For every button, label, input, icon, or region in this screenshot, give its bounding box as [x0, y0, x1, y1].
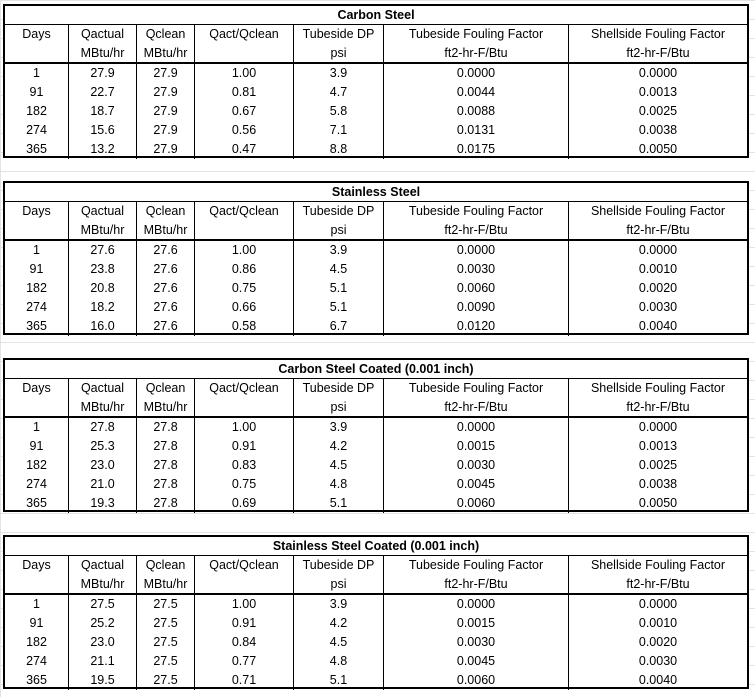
header-cell[interactable]: Qactual — [69, 202, 137, 221]
cell[interactable]: 0.0000 — [638, 420, 678, 434]
table-carbon-steel-coated — [3, 358, 749, 512]
header-cell[interactable]: Days — [5, 202, 69, 221]
header-cell[interactable]: Days — [5, 556, 69, 575]
cell[interactable]: 25.2 — [69, 614, 137, 633]
header-cell[interactable]: Qclean — [137, 202, 195, 221]
cell[interactable]: 1 — [5, 418, 69, 437]
header-cell[interactable]: Qclean — [137, 556, 195, 575]
cell[interactable]: 0.0000 — [638, 597, 678, 611]
table-title: Carbon Steel Coated (0.001 inch) — [5, 360, 747, 379]
cell[interactable]: 0.0060 — [384, 671, 569, 690]
cell[interactable]: 0.81 — [195, 83, 294, 102]
header-cell[interactable]: Tubeside Fouling Factor — [384, 25, 569, 44]
cell[interactable]: 274 — [5, 475, 69, 494]
cell[interactable]: 3.9 — [294, 241, 384, 260]
cell[interactable]: 365 — [5, 140, 69, 159]
cell[interactable]: 0.0038 — [638, 477, 678, 491]
cell[interactable]: 0.0131 — [384, 121, 569, 140]
cell[interactable]: 0.0030 — [384, 260, 569, 279]
header-cell[interactable]: Tubeside DP — [294, 556, 384, 575]
header-cell[interactable]: Shellside Fouling Factor — [590, 381, 726, 395]
unit-cell[interactable]: ft2-hr-F/Btu — [384, 398, 569, 416]
cell[interactable]: 4.7 — [294, 83, 384, 102]
cell[interactable]: 274 — [5, 121, 69, 140]
cell[interactable]: 23.8 — [69, 260, 137, 279]
unit-cell[interactable] — [195, 398, 294, 416]
cell[interactable]: 25.3 — [69, 437, 137, 456]
header-cell[interactable]: Tubeside Fouling Factor — [384, 379, 569, 398]
table-stainless-steel — [3, 181, 749, 335]
header-cell[interactable]: Qact/Qclean — [195, 25, 294, 44]
table-row — [5, 652, 747, 671]
unit-cell[interactable]: psi — [294, 44, 384, 62]
unit-cell[interactable]: ft2-hr-F/Btu — [626, 400, 690, 414]
cell[interactable]: 3.9 — [294, 64, 384, 83]
header-cell[interactable]: Shellside Fouling Factor — [590, 204, 726, 218]
cell[interactable]: 0.0040 — [638, 673, 678, 687]
unit-cell[interactable]: ft2-hr-F/Btu — [384, 221, 569, 239]
cell[interactable]: 0.0015 — [384, 437, 569, 456]
cell[interactable]: 27.5 — [137, 595, 195, 614]
table-row — [5, 494, 747, 513]
cell[interactable]: 0.0000 — [384, 418, 569, 437]
header-cell[interactable]: Days — [5, 379, 69, 398]
cell[interactable]: 27.9 — [137, 102, 195, 121]
cell[interactable]: 19.3 — [69, 494, 137, 513]
table-row — [5, 83, 747, 102]
cell[interactable]: 27.9 — [137, 64, 195, 83]
cell[interactable]: 27.5 — [137, 652, 195, 671]
cell[interactable]: 5.1 — [294, 671, 384, 690]
cell[interactable]: 27.8 — [137, 494, 195, 513]
cell[interactable]: 0.0060 — [384, 494, 569, 513]
unit-cell[interactable]: MBtu/hr — [69, 575, 137, 593]
cell[interactable]: 27.6 — [69, 241, 137, 260]
cell[interactable]: 5.1 — [294, 298, 384, 317]
cell[interactable]: 27.8 — [137, 475, 195, 494]
cell[interactable]: 0.0000 — [638, 66, 678, 80]
cell[interactable]: 3.9 — [294, 418, 384, 437]
cell[interactable]: 91 — [5, 614, 69, 633]
cell[interactable]: 0.0015 — [384, 614, 569, 633]
unit-cell[interactable]: psi — [294, 221, 384, 239]
table-row — [5, 279, 747, 298]
cell[interactable]: 8.8 — [294, 140, 384, 159]
cell[interactable]: 27.8 — [137, 418, 195, 437]
cell[interactable]: 0.0090 — [384, 298, 569, 317]
cell[interactable]: 365 — [5, 317, 69, 336]
table-row — [5, 437, 747, 456]
header-cell[interactable]: Qact/Qclean — [195, 556, 294, 575]
table-row — [5, 317, 747, 336]
cell[interactable]: 27.8 — [69, 418, 137, 437]
cell[interactable]: 27.5 — [137, 671, 195, 690]
table-row — [5, 298, 747, 317]
table-row — [5, 614, 747, 633]
cell[interactable]: 0.0000 — [638, 243, 678, 257]
header-cell[interactable]: Days — [5, 25, 69, 44]
cell[interactable]: 0.58 — [195, 317, 294, 336]
cell[interactable]: 20.8 — [69, 279, 137, 298]
table-stainless-steel-coated — [3, 535, 749, 689]
unit-cell[interactable]: MBtu/hr — [137, 44, 195, 62]
unit-cell[interactable] — [5, 221, 69, 239]
cell[interactable]: 0.47 — [195, 140, 294, 159]
header-row — [5, 556, 747, 575]
unit-cell[interactable]: MBtu/hr — [69, 398, 137, 416]
cell[interactable]: 27.6 — [137, 298, 195, 317]
header-cell[interactable]: Tubeside DP — [294, 25, 384, 44]
unit-cell[interactable] — [5, 44, 69, 62]
unit-cell[interactable]: ft2-hr-F/Btu — [626, 577, 690, 591]
cell[interactable]: 18.2 — [69, 298, 137, 317]
header-row — [5, 25, 747, 44]
header-cell[interactable]: Tubeside Fouling Factor — [384, 556, 569, 575]
cell[interactable]: 182 — [5, 102, 69, 121]
cell[interactable]: 27.5 — [137, 614, 195, 633]
cell[interactable]: 0.0030 — [384, 633, 569, 652]
cell[interactable]: 22.7 — [69, 83, 137, 102]
cell[interactable]: 0.0045 — [384, 475, 569, 494]
table-title: Stainless Steel Coated (0.001 inch) — [5, 537, 747, 556]
cell[interactable]: 0.0010 — [638, 262, 678, 276]
unit-cell[interactable]: psi — [294, 398, 384, 416]
cell[interactable]: 5.1 — [294, 279, 384, 298]
cell[interactable]: 27.9 — [137, 83, 195, 102]
unit-cell[interactable]: MBtu/hr — [137, 398, 195, 416]
cell[interactable]: 0.0025 — [638, 458, 678, 472]
unit-cell[interactable]: ft2-hr-F/Btu — [384, 575, 569, 593]
cell[interactable]: 0.0050 — [638, 496, 678, 510]
cell[interactable]: 23.0 — [69, 633, 137, 652]
cell[interactable]: 0.0013 — [638, 85, 678, 99]
cell[interactable]: 0.86 — [195, 260, 294, 279]
unit-row — [5, 221, 747, 241]
cell[interactable]: 91 — [5, 83, 69, 102]
table-row — [5, 475, 747, 494]
cell[interactable]: 27.6 — [137, 317, 195, 336]
unit-row — [5, 398, 747, 418]
cell[interactable]: 27.8 — [137, 437, 195, 456]
unit-cell[interactable]: MBtu/hr — [137, 575, 195, 593]
cell[interactable]: 1.00 — [195, 418, 294, 437]
cell[interactable]: 4.5 — [294, 633, 384, 652]
cell[interactable]: 0.91 — [195, 614, 294, 633]
cell[interactable]: 0.75 — [195, 475, 294, 494]
unit-cell[interactable]: MBtu/hr — [69, 44, 137, 62]
cell[interactable]: 27.9 — [137, 140, 195, 159]
cell[interactable]: 0.0088 — [384, 102, 569, 121]
cell[interactable]: 365 — [5, 494, 69, 513]
cell[interactable]: 27.5 — [69, 595, 137, 614]
table-row — [5, 633, 747, 652]
cell[interactable]: 91 — [5, 437, 69, 456]
table-row — [5, 102, 747, 121]
cell[interactable]: 274 — [5, 298, 69, 317]
header-cell[interactable]: Tubeside Fouling Factor — [384, 202, 569, 221]
header-cell[interactable]: Qact/Qclean — [195, 202, 294, 221]
cell[interactable]: 274 — [5, 652, 69, 671]
cell[interactable]: 0.0044 — [384, 83, 569, 102]
cell[interactable]: 0.0025 — [638, 104, 678, 118]
cell[interactable]: 19.5 — [69, 671, 137, 690]
header-row — [5, 202, 747, 221]
cell[interactable]: 0.0060 — [384, 279, 569, 298]
cell[interactable]: 0.83 — [195, 456, 294, 475]
cell[interactable]: 5.1 — [294, 494, 384, 513]
cell[interactable]: 0.77 — [195, 652, 294, 671]
cell[interactable]: 0.91 — [195, 437, 294, 456]
cell[interactable]: 0.0030 — [384, 456, 569, 475]
cell[interactable]: 0.84 — [195, 633, 294, 652]
cell[interactable]: 0.0000 — [384, 595, 569, 614]
cell[interactable]: 365 — [5, 671, 69, 690]
header-cell[interactable]: Qactual — [69, 379, 137, 398]
header-cell[interactable]: Qactual — [69, 25, 137, 44]
cell[interactable]: 21.0 — [69, 475, 137, 494]
header-row — [5, 379, 747, 398]
table-row — [5, 241, 747, 260]
table-row — [5, 595, 747, 614]
cell[interactable]: 182 — [5, 279, 69, 298]
unit-cell[interactable] — [195, 575, 294, 593]
unit-cell[interactable] — [5, 398, 69, 416]
cell[interactable]: 0.0030 — [638, 654, 678, 668]
cell[interactable]: 0.0038 — [638, 123, 678, 137]
table-row — [5, 121, 747, 140]
cell[interactable]: 27.6 — [137, 241, 195, 260]
unit-row — [5, 575, 747, 595]
unit-cell[interactable] — [5, 575, 69, 593]
cell[interactable]: 27.6 — [137, 279, 195, 298]
cell[interactable]: 0.71 — [195, 671, 294, 690]
unit-cell[interactable] — [195, 44, 294, 62]
cell[interactable]: 4.5 — [294, 260, 384, 279]
unit-cell[interactable]: psi — [294, 575, 384, 593]
cell[interactable]: 91 — [5, 260, 69, 279]
table-title: Stainless Steel — [5, 183, 747, 202]
table-title: Carbon Steel — [5, 6, 747, 25]
header-cell[interactable]: Shellside Fouling Factor — [590, 27, 726, 41]
cell[interactable]: 27.9 — [137, 121, 195, 140]
cell[interactable]: 15.6 — [69, 121, 137, 140]
table-row — [5, 456, 747, 475]
cell[interactable]: 21.1 — [69, 652, 137, 671]
cell[interactable]: 23.0 — [69, 456, 137, 475]
cell[interactable]: 27.5 — [137, 633, 195, 652]
cell[interactable]: 0.0020 — [638, 635, 678, 649]
cell[interactable]: 182 — [5, 456, 69, 475]
cell[interactable]: 0.0000 — [384, 64, 569, 83]
cell[interactable]: 0.0120 — [384, 317, 569, 336]
cell[interactable]: 182 — [5, 633, 69, 652]
unit-cell[interactable]: ft2-hr-F/Btu — [626, 46, 690, 60]
cell[interactable]: 16.0 — [69, 317, 137, 336]
cell[interactable]: 0.67 — [195, 102, 294, 121]
unit-cell[interactable]: ft2-hr-F/Btu — [384, 44, 569, 62]
cell[interactable]: 4.5 — [294, 456, 384, 475]
cell[interactable]: 18.7 — [69, 102, 137, 121]
unit-cell[interactable]: ft2-hr-F/Btu — [626, 223, 690, 237]
header-cell[interactable]: Qclean — [137, 379, 195, 398]
table-row — [5, 260, 747, 279]
table-carbon-steel — [3, 4, 749, 158]
header-cell[interactable]: Tubeside DP — [294, 379, 384, 398]
cell[interactable]: 4.2 — [294, 437, 384, 456]
cell[interactable]: 0.0050 — [638, 142, 678, 156]
table-row — [5, 418, 747, 437]
header-cell[interactable]: Qclean — [137, 25, 195, 44]
cell[interactable]: 0.0045 — [384, 652, 569, 671]
cell[interactable]: 1 — [5, 595, 69, 614]
header-cell[interactable]: Qactual — [69, 556, 137, 575]
cell[interactable]: 5.8 — [294, 102, 384, 121]
cell[interactable]: 1.00 — [195, 64, 294, 83]
cell[interactable]: 1 — [5, 241, 69, 260]
unit-cell[interactable]: MBtu/hr — [137, 221, 195, 239]
cell[interactable]: 0.75 — [195, 279, 294, 298]
cell[interactable]: 7.1 — [294, 121, 384, 140]
cell[interactable]: 0.56 — [195, 121, 294, 140]
cell[interactable]: 27.9 — [69, 64, 137, 83]
header-cell[interactable]: Shellside Fouling Factor — [590, 558, 726, 572]
cell[interactable]: 0.0010 — [638, 616, 678, 630]
cell[interactable]: 0.69 — [195, 494, 294, 513]
header-cell[interactable]: Qact/Qclean — [195, 379, 294, 398]
cell[interactable]: 1.00 — [195, 595, 294, 614]
table-row — [5, 671, 747, 690]
cell[interactable]: 1 — [5, 64, 69, 83]
header-cell[interactable]: Tubeside DP — [294, 202, 384, 221]
table-row — [5, 64, 747, 83]
cell[interactable]: 3.9 — [294, 595, 384, 614]
cell[interactable]: 6.7 — [294, 317, 384, 336]
cell[interactable]: 0.0000 — [384, 241, 569, 260]
cell[interactable]: 0.66 — [195, 298, 294, 317]
cell[interactable]: 4.8 — [294, 475, 384, 494]
table-row — [5, 140, 747, 159]
cell[interactable]: 0.0040 — [638, 319, 678, 333]
cell[interactable]: 1.00 — [195, 241, 294, 260]
cell[interactable]: 0.0175 — [384, 140, 569, 159]
cell[interactable]: 0.0013 — [638, 439, 678, 453]
unit-cell[interactable]: MBtu/hr — [69, 221, 137, 239]
cell[interactable]: 13.2 — [69, 140, 137, 159]
cell[interactable]: 4.8 — [294, 652, 384, 671]
cell[interactable]: 0.0020 — [638, 281, 678, 295]
cell[interactable]: 0.0030 — [638, 300, 678, 314]
cell[interactable]: 4.2 — [294, 614, 384, 633]
cell[interactable]: 27.6 — [137, 260, 195, 279]
cell[interactable]: 27.8 — [137, 456, 195, 475]
unit-row — [5, 44, 747, 64]
unit-cell[interactable] — [195, 221, 294, 239]
